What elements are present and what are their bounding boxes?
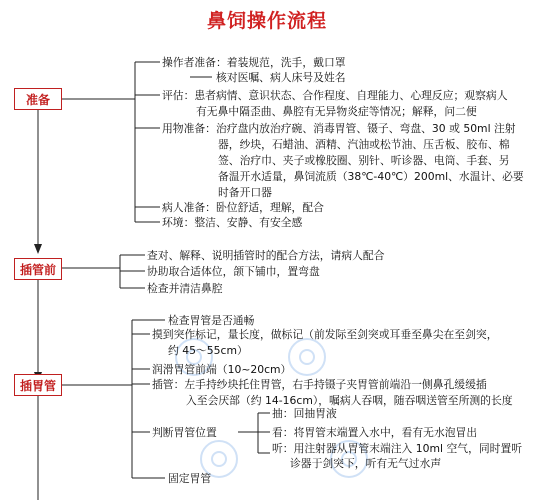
judge-pump: 抽：回抽胃液 — [272, 407, 337, 420]
prep-patient: 病人准备：卧位舒适，理解，配合 — [162, 201, 324, 214]
prep-items-line-4: 备温开水适量，鼻饲流质（38℃-40℃）200ml、水温计、必要 — [218, 170, 524, 183]
prep-environment: 环境：整洁、安静、有安全感 — [162, 216, 303, 229]
insert-procedure-line-2: 入至会厌部（约 14-16cm），嘱病人吞咽，随吞咽送管至所测的长度 — [186, 394, 513, 407]
prep-operator: 操作者准备：着装规范，洗手，戴口罩 — [162, 56, 346, 69]
page-title: 鼻饲操作流程 — [206, 10, 327, 32]
pre-insert-line-2: 协助取合适体位，颌下铺巾，置弯盘 — [147, 265, 320, 278]
insert-judge-position: 判断胃管位置 — [152, 426, 217, 439]
judge-listen-line-2: 诊器于剑突下，听有无气过水声 — [290, 457, 442, 470]
watermark-stamp — [288, 338, 326, 376]
judge-look: 看：将胃管末端置入水中，看有无水泡冒出 — [272, 426, 478, 439]
insert-procedure-line-1: 插管：左手持纱块托住胃管，右手持镊子夹胃管前端沿一侧鼻孔缓缓插 — [152, 378, 487, 391]
insert-check: 检查胃管是否通畅 — [168, 314, 255, 327]
prep-items-line-2: 器，纱块，石蜡油、酒精、汽油或松节油、压舌板、胶布、棉 — [218, 138, 510, 151]
judge-listen-line-1: 听：用注射器从胃管末端注入 10ml 空气，同时置听 — [272, 442, 523, 455]
prep-assess-line-2: 有无鼻中隔歪曲、鼻腔有无异物炎症等情况；解释，问二便 — [196, 105, 477, 118]
insert-fix-tube: 固定胃管 — [168, 472, 212, 485]
insert-mark-line-1: 摸到突作标记，量长度，做标记（前发际至剑突或耳垂至鼻尖在至剑突， — [152, 328, 498, 341]
insert-lubricate: 润滑胃管前端（10~20cm） — [152, 363, 292, 376]
stage-prep: 准备 — [14, 88, 62, 110]
prep-assess-line-1: 评估：患者病情、意识状态、合作程度、自理能力、心理反应；观察病人 — [162, 89, 508, 102]
pre-insert-line-1: 查对、解释、说明插管时的配合方法，请病人配合 — [147, 249, 385, 262]
prep-items-line-3: 签、治疗巾、夹子或橡胶圈、别针、听诊器、电筒、手套、另 — [218, 154, 510, 167]
pre-insert-line-3: 检查并清洁鼻腔 — [147, 282, 223, 295]
insert-mark-line-2: 约 45～55cm） — [168, 344, 248, 357]
stage-insert: 插胃管 — [14, 374, 62, 396]
prep-items-line-5: 时备开口器 — [218, 186, 272, 199]
prep-items-line-1: 用物准备：治疗盘内放治疗碗、消毒胃管、镊子、弯盘、30 或 50ml 注射 — [162, 122, 516, 135]
prep-operator-sub: 核对医嘱、病人床号及姓名 — [216, 71, 346, 84]
stage-pre-insert: 插管前 — [14, 258, 62, 280]
